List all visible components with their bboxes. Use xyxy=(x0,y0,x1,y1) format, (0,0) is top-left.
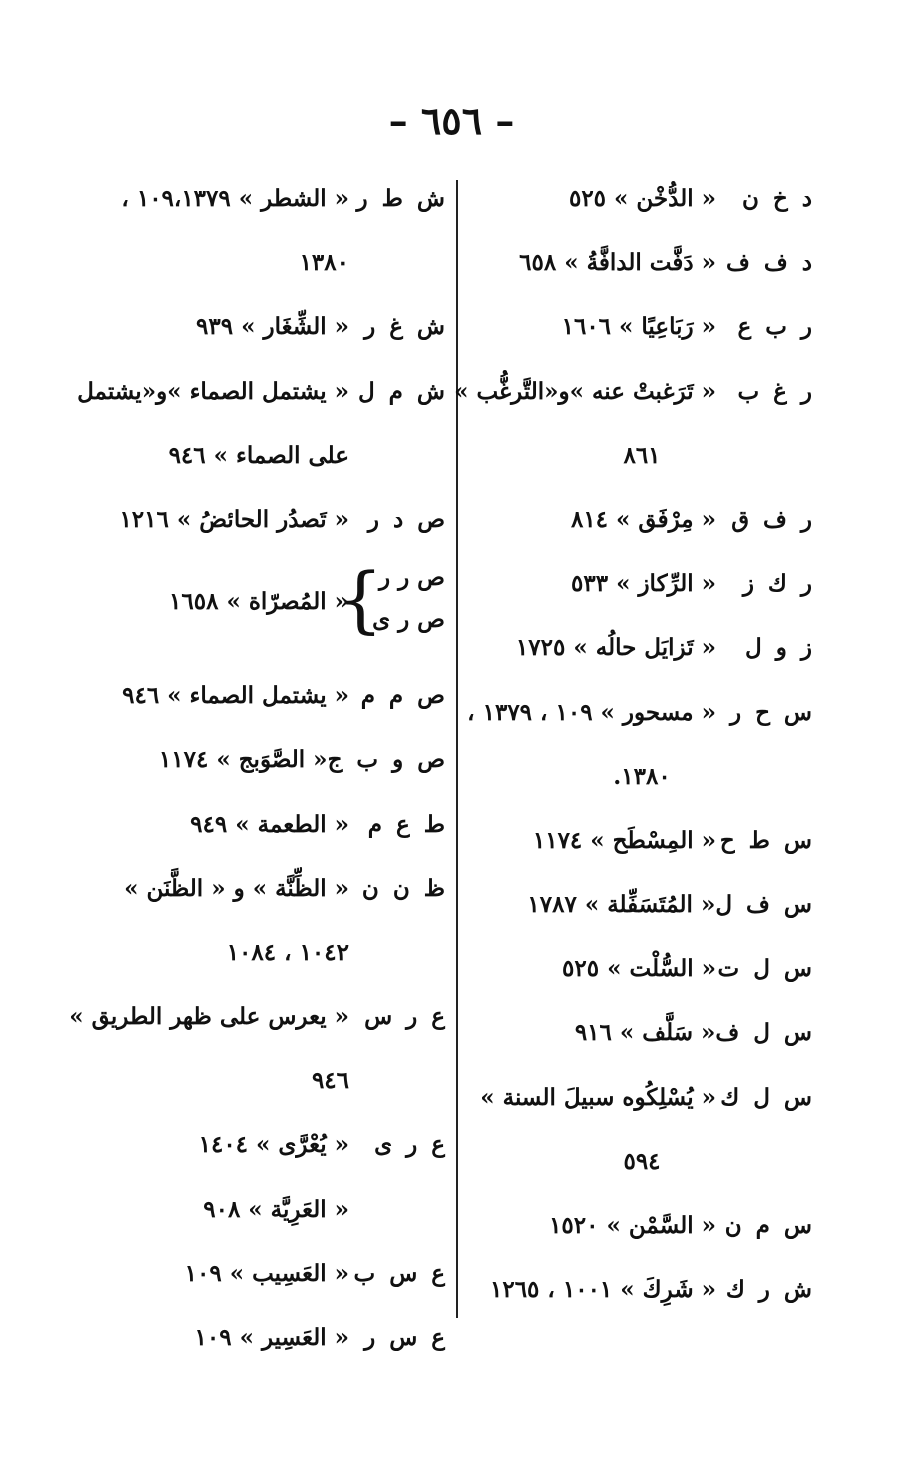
index-entry-continuation xyxy=(472,1135,812,1199)
entry-root: ع س ر xyxy=(364,1324,445,1351)
index-entry xyxy=(472,493,812,557)
index-entry xyxy=(100,1311,445,1375)
index-entry xyxy=(100,669,445,733)
index-entry xyxy=(100,300,445,364)
entry-root: س ح ر xyxy=(729,698,812,726)
entry-text: ١٠٤٢ ، ١٠٨٤ xyxy=(226,938,349,966)
entry-root: ر ب ع xyxy=(737,313,812,341)
entry-text: « الرِّكاز » ٥٣٣ xyxy=(571,570,716,598)
entry-root: ر ك ز xyxy=(742,570,812,598)
index-entry xyxy=(467,686,812,750)
index-entry xyxy=(77,365,445,429)
entry-text: « السُّلْت » ٥٢٥ xyxy=(562,955,716,983)
index-entry xyxy=(100,733,445,797)
entry-text: « يُسْلِكُوه سبيلَ السنة » xyxy=(480,1083,716,1111)
entry-text: « العَسِير » ١٠٩ xyxy=(194,1324,349,1351)
entry-root: س م ن xyxy=(724,1212,812,1239)
index-entry-continuation xyxy=(472,750,812,814)
index-entry-continuation xyxy=(100,429,445,493)
entry-root: ش م ل xyxy=(357,377,445,405)
entry-text: « مِرْفَق » ٨١٤ xyxy=(570,505,716,533)
entry-text: « الدُّخْن » ٥٢٥ xyxy=(568,185,716,212)
entry-text: « الشِّغَار » ٩٣٩ xyxy=(196,313,349,341)
entry-root: س ط ح xyxy=(719,826,812,854)
entry-text: « يُعْرَّى » ١٤٠٤ xyxy=(198,1131,349,1159)
entry-root: ز و ل xyxy=(745,634,812,662)
index-entry xyxy=(100,1247,445,1311)
index-entry-continuation xyxy=(100,236,445,300)
entry-root: د خ ن xyxy=(742,185,812,212)
entry-text: « تَصدُر الحائضُ » ١٢١٦ xyxy=(119,505,349,533)
entry-root: ط ع م xyxy=(367,810,445,838)
index-entry xyxy=(472,878,812,942)
entry-root: ص ر ر xyxy=(378,564,445,592)
page-number: – ٦٥٦ – xyxy=(388,98,515,143)
entry-text: على الصماء » ٩٤٦ xyxy=(168,441,349,469)
entry-root: ر ف ق xyxy=(731,505,812,533)
entry-root: س ل ت xyxy=(717,955,812,983)
entry-text: « المُصرّاة » ١٦٥٨ xyxy=(169,588,349,616)
entry-text: ٨٦١ xyxy=(623,441,661,469)
entry-root: ش ط ر xyxy=(356,185,445,212)
entry-text: « المِسْطَح » ١١٧٤ xyxy=(532,826,716,854)
entry-text: « السَّمْن » ١٥٢٠ xyxy=(549,1212,716,1239)
entry-text: « مسحور » ١٠٩ ، ١٣٧٩ ، xyxy=(467,698,716,726)
entry-text: « العَرِيَّة » ٩٠٨ xyxy=(203,1195,349,1223)
entry-root: ع س ب xyxy=(353,1259,445,1287)
entry-root: ر غ ب xyxy=(737,377,812,405)
entry-text: « يشتمل الصماء »و«يشتمل xyxy=(77,377,349,405)
index-entry xyxy=(100,172,445,236)
entry-text: « الظِّنَّة » و « الظَّنَن » xyxy=(124,874,349,902)
entry-text: « رَبَاعِيًا » ١٦٠٦ xyxy=(561,313,716,341)
index-entry xyxy=(472,172,812,236)
entry-text: « يعرس على ظهر الطريق » xyxy=(69,1003,349,1031)
entry-text: « تَزايَل حالُه » ١٧٢٥ xyxy=(515,634,716,662)
right-column xyxy=(454,172,812,1327)
index-entry-continuation xyxy=(100,1183,445,1247)
index-entry xyxy=(472,1263,812,1327)
entry-text: « يشتمل الصماء » ٩٤٦ xyxy=(122,682,349,710)
entry-text: ١٣٨٠. xyxy=(613,762,671,790)
entry-root: س ف ل xyxy=(715,891,812,919)
entry-text: ٩٤٦ xyxy=(311,1067,349,1095)
merged-index-entry xyxy=(100,557,445,669)
entry-root: ظ ن ن xyxy=(361,874,445,902)
entry-root: ع ر س xyxy=(364,1003,445,1031)
entry-text: « المُتَسَفِّلة » ١٧٨٧ xyxy=(527,891,716,919)
index-entry xyxy=(472,814,812,878)
column-divider xyxy=(456,180,458,1318)
index-entry xyxy=(472,557,812,621)
index-entry xyxy=(100,798,445,862)
index-entry xyxy=(69,990,445,1054)
entry-text: ٥٩٤ xyxy=(623,1147,661,1175)
index-entry xyxy=(100,862,445,926)
index-entry xyxy=(472,942,812,1006)
entry-root: س ل ف xyxy=(715,1019,812,1047)
entry-root: س ل ك xyxy=(720,1083,812,1111)
index-entry-continuation xyxy=(100,926,445,990)
index-entry xyxy=(472,236,812,300)
index-entry xyxy=(100,493,445,557)
entry-text: « دَفَّت الدافَّةُ » ٦٥٨ xyxy=(519,249,716,277)
entry-root: ش غ ر xyxy=(364,313,445,341)
index-entry-continuation xyxy=(472,429,812,493)
entry-text: « تَرَغبتْ عنه »و«التَّرغُّب » xyxy=(454,377,716,405)
entry-root: ش ر ك xyxy=(725,1276,812,1304)
index-entry xyxy=(472,621,812,685)
entry-root: د ف ف xyxy=(726,249,812,277)
entry-text: « العَسِيب » ١٠٩ xyxy=(184,1259,349,1287)
entry-root: ع ر ى xyxy=(374,1131,445,1159)
index-entry xyxy=(472,1199,812,1263)
merged-roots xyxy=(372,557,445,641)
index-entry xyxy=(472,300,812,364)
entry-root: ص ر ى xyxy=(372,606,445,634)
entry-text: « الطعمة » ٩٤٩ xyxy=(190,810,349,838)
entry-root: ص م م xyxy=(360,682,445,710)
entry-text: « الصَّوَبج » ١١٧٤ xyxy=(158,746,328,774)
grouping-brace: } xyxy=(337,557,383,642)
index-entry xyxy=(454,365,812,429)
index-entry xyxy=(472,1071,812,1135)
index-entry-continuation xyxy=(100,1054,445,1118)
entry-text: « شَرِكَ » ١٠٠١ ، ١٢٦٥ xyxy=(490,1276,716,1304)
entry-text: « الشطر » ١٠٩،١٣٧٩ ، xyxy=(121,185,349,212)
entry-root: ص د ر xyxy=(367,505,445,533)
index-entry xyxy=(100,1118,445,1182)
entry-text: « سَلَّف » ٩١٦ xyxy=(574,1019,716,1047)
entry-text: ١٣٨٠ xyxy=(299,249,349,277)
left-column xyxy=(69,172,445,1375)
entry-root: ص و ب ج xyxy=(327,746,445,774)
index-entry xyxy=(472,1006,812,1070)
